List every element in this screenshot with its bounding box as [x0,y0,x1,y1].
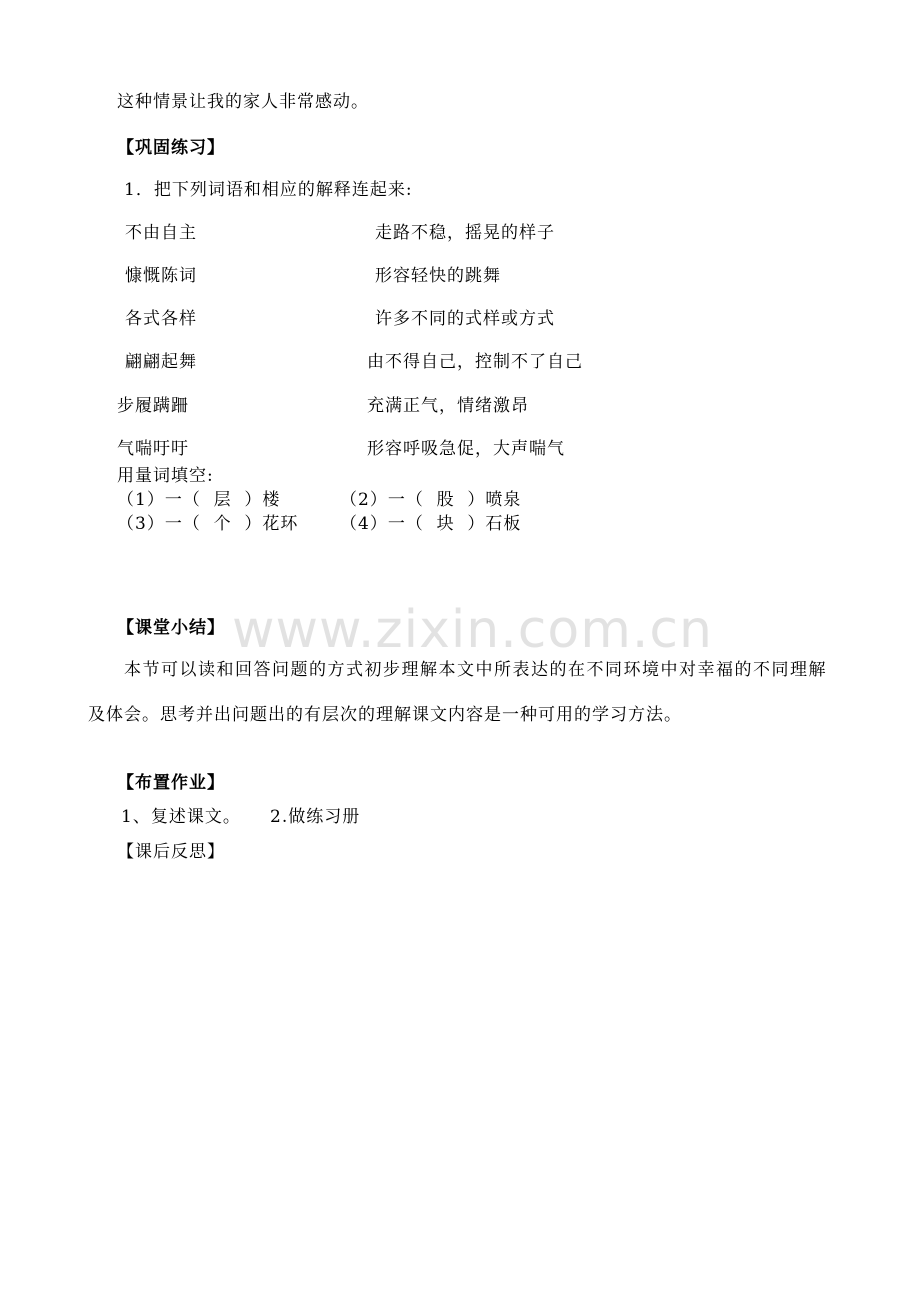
word-item: 各式各样 [125,309,197,329]
word-item: 翩翩起舞 [125,352,197,372]
fill-item: （3）一（ 个 ）花环 [117,514,299,534]
word-item: 气喘吁吁 [117,439,189,459]
summary-heading: 【课堂小结】 [117,618,225,638]
homework-item-2: 2.做练习册 [270,807,361,827]
fill-item: （2）一（ 股 ）喷泉 [340,490,522,510]
fill-item: （1）一（ 层 ）楼 [117,490,281,510]
word-item: 慷慨陈词 [125,266,197,286]
question-2: 用量词填空: [117,466,214,486]
watermark: www.zixin.com.cn [232,600,713,660]
meaning-item: 走路不稳，摇晃的样子 [375,223,555,243]
summary-line-2: 及体会。思考并出问题出的有层次的理解课文内容是一种可用的学习方法。 [88,705,682,725]
intro-line: 这种情景让我的家人非常感动。 [117,92,369,112]
homework-item-1: 1、复述课文。 [121,807,241,827]
word-item: 步履蹒跚 [117,396,189,416]
meaning-item: 形容轻快的跳舞 [375,266,501,286]
word-item: 不由自主 [125,223,197,243]
fill-item: （4）一（ 块 ）石板 [340,514,522,534]
meaning-item: 许多不同的式样或方式 [375,309,555,329]
homework-heading: 【布置作业】 [117,773,225,793]
question-1: 1．把下列词语和相应的解释连起来: [124,180,413,200]
meaning-item: 由不得自己，控制不了自己 [367,352,583,372]
meaning-item: 形容呼吸急促，大声喘气 [367,439,565,459]
practice-heading: 【巩固练习】 [117,138,225,158]
meaning-item: 充满正气，情绪激昂 [367,396,529,416]
reflection-heading: 【课后反思】 [117,842,225,862]
summary-line-1: 本节可以读和回答问题的方式初步理解本文中所表达的在不同环境中对幸福的不同理解 [124,660,827,680]
